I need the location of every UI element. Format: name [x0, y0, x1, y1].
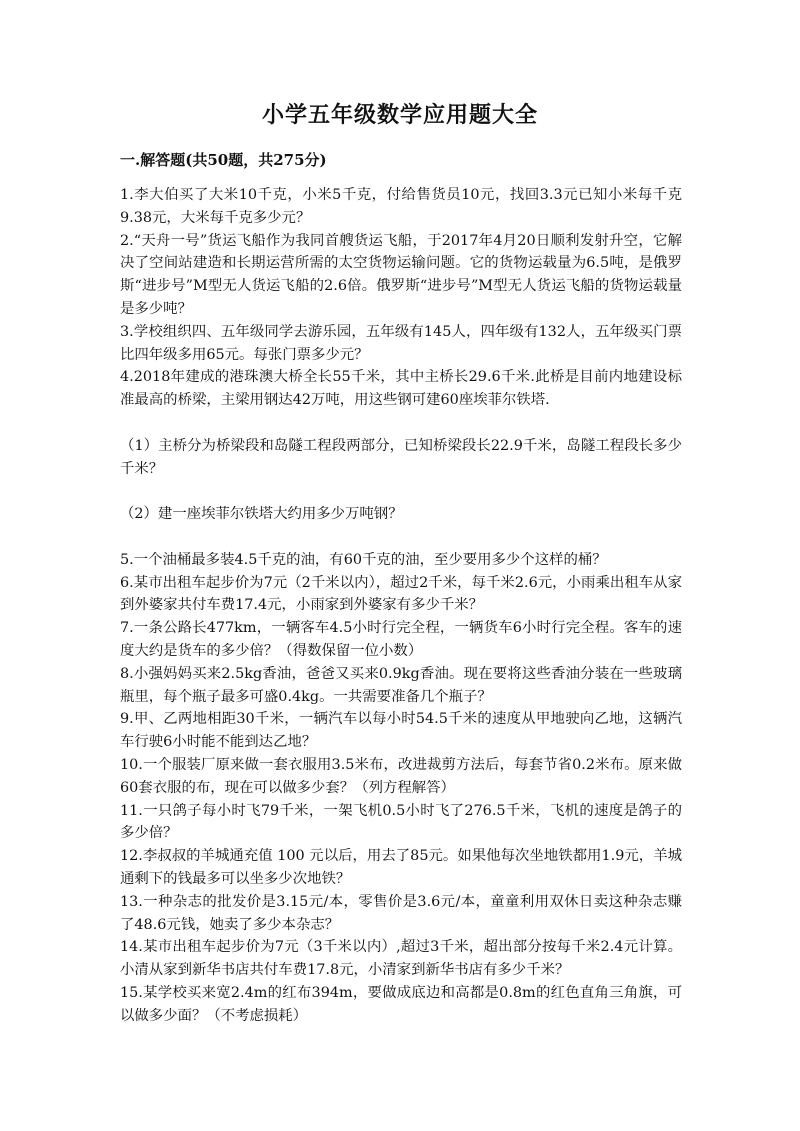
question-4: 4.2018年建成的港珠澳大桥全长55千米，其中主桥长29.6千米.此桥是目前内地建设标准最高的桥梁，主梁用钢达42万吨，用这些钢可建60座埃菲尔铁塔.	[120, 369, 682, 409]
question-6: 6.某市出租车起步价为7元（2千米以内），超过2千米，每千米2.6元，小雨乘出租车从家到外婆家共付车费17.4元，小雨家到外婆家有多少千米？	[120, 574, 682, 614]
question-15: 15.某学校买来宽2.4m的红布394m，要做成底边和高都是0.8m的红色直角三角旗，可以做多少面？（不考虑损耗）	[120, 984, 682, 1024]
question-9: 9.甲、乙两地相距30千米，一辆汽车以每小时54.5千米的速度从甲地驶向乙地，这辆汽车行驶6小时能不能到达乙地？	[120, 711, 682, 751]
question-11: 11.一只鸽子每小时飞79千米，一架飞机0.5小时飞了276.5千米，飞机的速度是鸽子的多少倍？	[120, 802, 682, 842]
question-10: 10.一个服装厂原来做一套衣服用3.5米布，改进裁剪方法后，每套节省0.2米布。原来做60套衣服的布，现在可以做多少套？（列方程解答）	[120, 756, 682, 796]
question-4-part-2: （2）建一座埃菲尔铁塔大约用多少万吨钢？	[120, 506, 403, 523]
page-title: 小学五年级数学应用题大全	[261, 102, 538, 128]
question-7: 7.一条公路长477km，一辆客车4.5小时行完全程，一辆货车6小时行完全程。客车的速度大约是货车的多少倍？（得数保留一位小数）	[120, 620, 682, 659]
section-heading: 一.解答题(共50题，共275分)	[120, 151, 327, 169]
question-3: 3.学校组织四、五年级同学去游乐园，五年级有145人，四年级有132人，五年级买门票比四年级多用65元。每张门票多少元？	[120, 323, 682, 363]
question-2: 2.“天舟一号”货运飞船作为我同首艘货运飞船，于2017年4月20日顺利发射升空，它解决了空间站建造和长期运营所需的太空货物运输问题。它的货物运载量为6.5吨，是俄罗斯“进步号”M型无人货运飞船的2.6倍。俄罗斯“进步号”M型无人货运飞船的货物运载量是多少吨？	[120, 232, 682, 317]
question-14: 14.某市出租车起步价为7元（3千米以内）,超过3千米，超出部分按每千米2.4元计算。小清从家到新华书店共付车费17.8元，小清家到新华书店有多少千米？	[120, 939, 682, 979]
question-8: 8.小强妈妈买来2.5kg香油，爸爸又买来0.9kg香油。现在要将这些香油分装在一些玻璃瓶里，每个瓶子最多可盛0.4kg。一共需要准备几个瓶子？	[120, 665, 682, 705]
question-4-part-1: （1）主桥分为桥梁段和岛隧工程段两部分，已知桥梁段长22.9千米，岛隧工程段长多少千米？	[120, 437, 682, 477]
question-5: 5.一个油桶最多装4.5千克的油，有60千克的油，至少要用多少个这样的桶？	[120, 551, 607, 568]
question-list	[120, 184, 682, 1027]
question-1: 1.李大伯买了大米10千克，小米5千克，付给售货员10元，找回3.3元已知小米每千克9.38元，大米每千克多少元？	[120, 187, 682, 226]
question-13: 13.一种杂志的批发价是3.15元/本，零售价是3.6元/本，童童利用双休日卖这种杂志赚了48.6元钱，她卖了多少本杂志？	[120, 893, 682, 933]
question-12: 12.李叔叔的羊城通充值 100 元以后，用去了85元。如果他每次坐地铁都用1.9元，羊城通剩下的钱最多可以坐多少次地铁？	[120, 848, 682, 887]
